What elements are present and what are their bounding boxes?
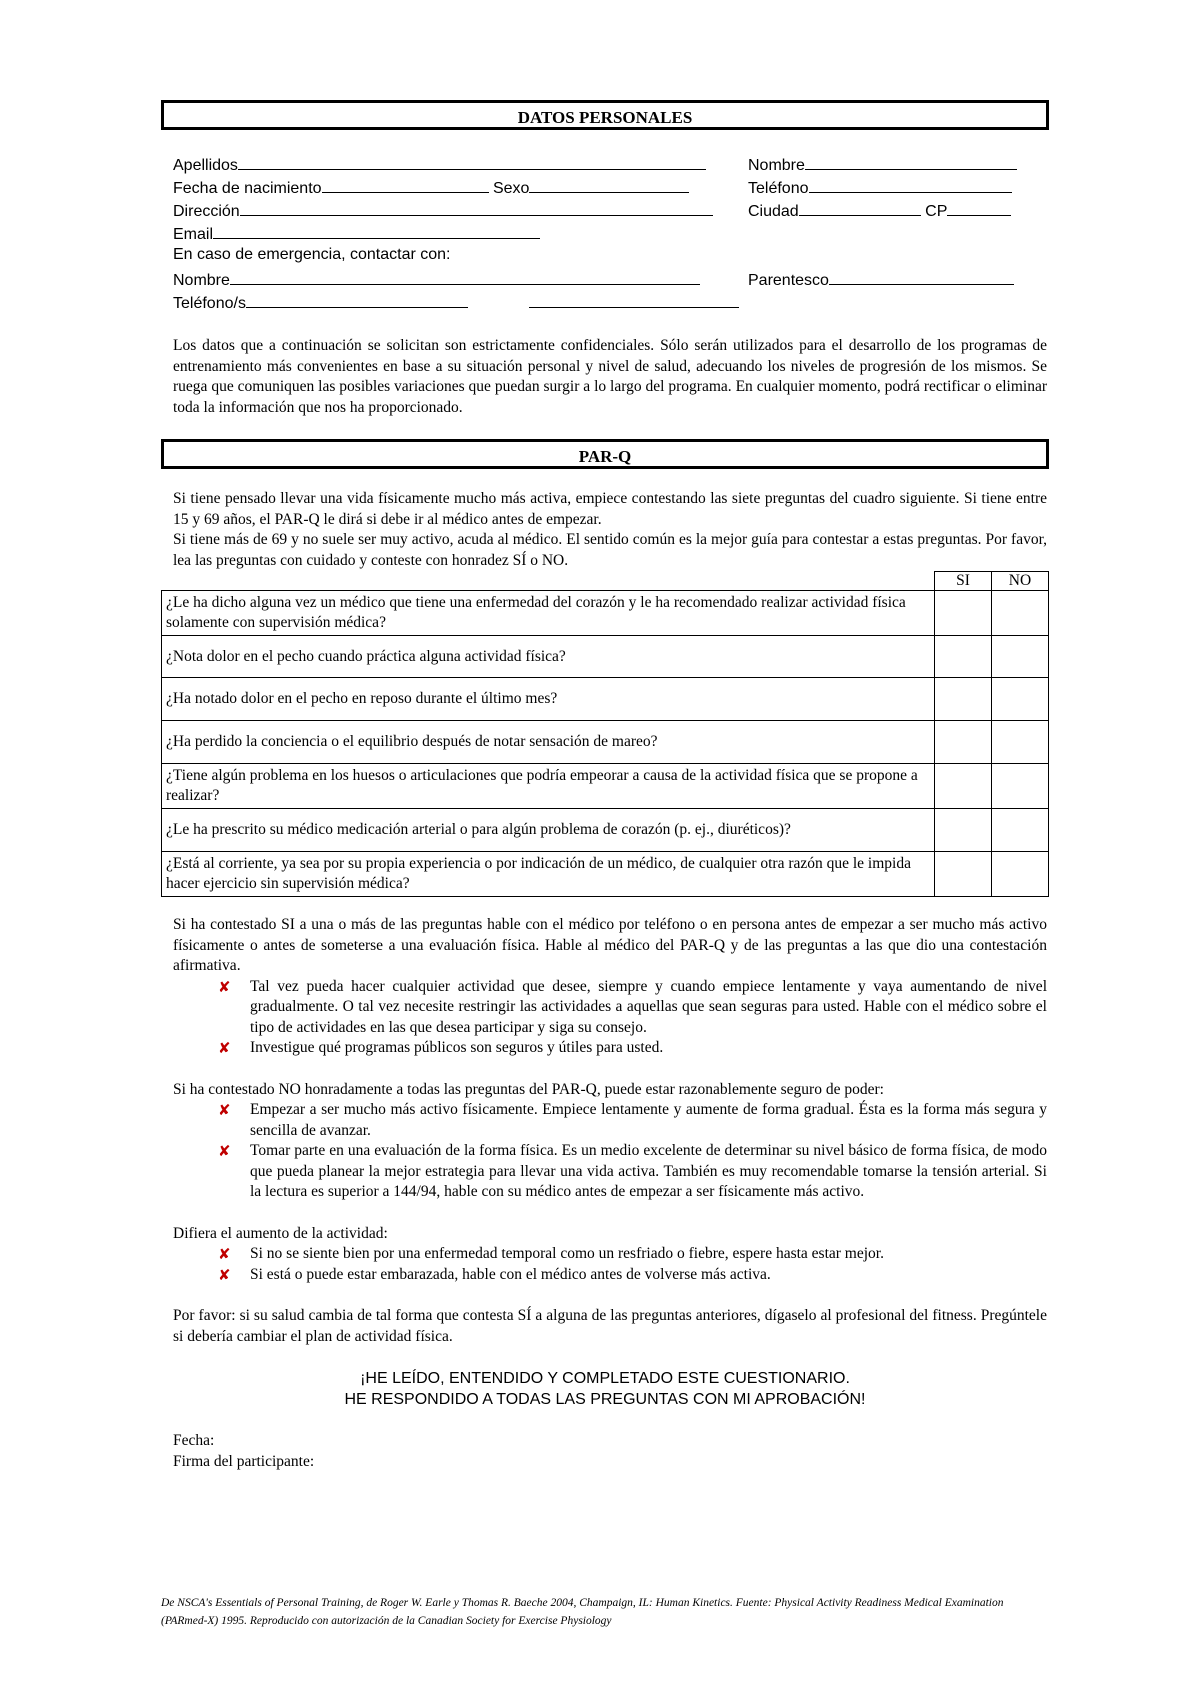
question-2-no-box[interactable]: [992, 636, 1049, 678]
question-5: ¿Tiene algún problema en los huesos o articulaciones que podría empeorar a causa de la actividad física que se propone a realizar?: [162, 764, 935, 809]
list-item: ✘ Si no se siente bien por una enfermedad temporal como un resfriado o fiebre, espere hasta estar mejor.: [218, 1245, 884, 1263]
col-no-header: NO: [992, 572, 1049, 591]
question-3: ¿Ha notado dolor en el pecho en reposo durante el último mes?: [162, 678, 935, 721]
nombre-field[interactable]: [805, 154, 1017, 170]
signature-block: [173, 1431, 1047, 1472]
question-1-no-box[interactable]: [992, 591, 1049, 636]
direccion-field[interactable]: [240, 200, 713, 216]
sexo-field[interactable]: [529, 177, 689, 193]
form-page: [161, 100, 1049, 1472]
question-6: ¿Le ha prescrito su médico medicación arterial o para algún problema de corazón (p. ej., diuréticos)?: [162, 809, 935, 852]
no-answer-text: Si ha contestado NO honradamente a todas las preguntas del PAR-Q, puede estar razonablemente seguro de poder:: [173, 1080, 884, 1098]
yes-answer-text: Si ha contestado SI a una o más de las preguntas hable con el médico por teléfono o en persona antes de empezar a ser mucho más activo físicamente o antes de someterse a una evaluación física. Hable al médico del PAR-Q y de las preguntas a las que dio una contestación afirmativa.: [173, 916, 1047, 974]
firma-label: Firma del participante:: [173, 1452, 315, 1470]
email-field[interactable]: [213, 223, 540, 239]
x-mark-icon: ✘: [218, 1265, 231, 1284]
x-mark-icon: ✘: [218, 1039, 231, 1057]
question-3-no-box[interactable]: [992, 678, 1049, 721]
x-mark-icon: ✘: [218, 977, 231, 996]
x-mark-icon: ✘: [218, 1101, 231, 1119]
parq-questions-table: [161, 571, 1049, 897]
question-4-si-box[interactable]: [935, 721, 992, 764]
apellidos-field[interactable]: [238, 154, 706, 170]
parq-results: [173, 915, 1047, 1347]
list-item: ✘ Si está o puede estar embarazada, hable con el médico antes de volverse más activa.: [218, 1265, 771, 1284]
question-2-si-box[interactable]: [935, 636, 992, 678]
question-1-si-box[interactable]: [935, 591, 992, 636]
list-item: ✘ Tal vez pueda hacer cualquier actividad que desee, siempre y cuando empiece lentamente y vaya aumentando de nivel gradualmente. O tal vez necesite restringir las actividades a aquellas que sean seguras para usted. Hable con el médico sobre el tipo de actividades en las que desea participar y siga su consejo.: [218, 977, 1047, 1036]
question-7-no-box[interactable]: [992, 852, 1049, 897]
cp-label: CP: [925, 203, 948, 220]
parq-intro-2: Si tiene más de 69 y no suele ser muy activo, acuda al médico. El sentido común es la mejor guía para contestar a estas preguntas. Por favor, lea las preguntas con cuidado y conteste con honradez SÍ o NO.: [173, 531, 1047, 569]
fecha-label: Fecha:: [173, 1432, 215, 1449]
nombre-contacto-field[interactable]: [230, 269, 700, 285]
nombre-label: Nombre: [748, 157, 805, 174]
fecha-nacimiento-field[interactable]: [322, 177, 489, 193]
statement-line-1: ¡HE LEÍDO, ENTENDIDO Y COMPLETADO ESTE CUESTIONARIO.: [360, 1370, 850, 1387]
question-7: ¿Está al corriente, ya sea por su propia experiencia o por indicación de un médico, de cualquier otra razón que le impida hacer ejercicio sin supervisión médica?: [162, 852, 935, 897]
parq-intro: [173, 489, 1047, 571]
yes-bullets: [173, 977, 1047, 1059]
parq-intro-1: Si tiene pensado llevar una vida físicamente mucho más activa, empiece contestando las siete preguntas del cuadro siguiente. Si tiene entre 15 y 69 años, el PAR-Q le dirá si debe ir al médico antes de empezar.: [173, 490, 1047, 528]
personal-data-form: [161, 152, 1049, 337]
list-item: ✘ Empezar a ser mucho más activo físicamente. Empiece lentamente y aumente de forma gradual. Ésta es la forma más segura y sencilla de avanzar.: [218, 1101, 1047, 1139]
telefono-field[interactable]: [809, 177, 1012, 193]
parentesco-label: Parentesco: [748, 272, 829, 289]
parentesco-field[interactable]: [829, 269, 1014, 285]
sexo-label: Sexo: [492, 180, 530, 197]
personal-data-header: DATOS PERSONALES: [161, 100, 1049, 130]
no-bullets: [173, 1100, 1047, 1203]
col-si-header: SI: [935, 572, 992, 591]
question-6-no-box[interactable]: [992, 809, 1049, 852]
cp-field[interactable]: [947, 200, 1011, 216]
telefono-contacto-field-1[interactable]: [246, 292, 468, 308]
ciudad-field[interactable]: [799, 200, 921, 216]
question-3-si-box[interactable]: [935, 678, 992, 721]
telefono-label: Teléfono: [748, 180, 809, 197]
question-5-si-box[interactable]: [935, 764, 992, 809]
ciudad-label: Ciudad: [748, 203, 799, 220]
telefonos-label: Teléfono/s: [173, 295, 246, 312]
email-label: Email: [173, 226, 214, 243]
confidential-paragraph: Los datos que a continuación se solicitan son estrictamente confidenciales. Sólo serán utilizados para el desarrollo de los programas de entrenamiento más convenientes en base a su situación personal y nivel de salud, adecuando los niveles de progresión de los mismos. Se ruega que comuniquen las posibles variaciones que puedan surgir a lo largo del programa. En cualquier momento, podrá rectificar o eliminar toda la información que nos ha proporcionado.: [173, 337, 1047, 416]
parq-header: PAR-Q: [161, 439, 1049, 469]
apellidos-label: Apellidos: [173, 157, 238, 174]
x-mark-icon: ✘: [218, 1245, 231, 1263]
question-7-si-box[interactable]: [935, 852, 992, 897]
please-text: Por favor: si su salud cambia de tal forma que contesta SÍ a alguna de las preguntas anteriores, dígaselo al profesional del fitness. Pregúntele si debería cambiar el plan de actividad física.: [173, 1307, 1047, 1345]
approval-statement: [161, 1368, 1049, 1410]
question-4: ¿Ha perdido la conciencia o el equilibrio después de notar sensación de mareo?: [162, 721, 935, 764]
question-6-si-box[interactable]: [935, 809, 992, 852]
defer-text: Difiera el aumento de la actividad:: [173, 1224, 388, 1242]
statement-line-2: HE RESPONDIDO A TODAS LAS PREGUNTAS CON MI APROBACIÓN!: [344, 1391, 866, 1408]
x-mark-icon: ✘: [218, 1142, 231, 1160]
nombre-contacto-label: Nombre: [173, 272, 230, 289]
defer-bullets: [173, 1244, 1047, 1285]
list-item: ✘ Investigue qué programas públicos son seguros y útiles para usted.: [218, 1039, 664, 1057]
direccion-label: Dirección: [173, 203, 240, 220]
fecha-nacimiento-label: Fecha de nacimiento: [173, 180, 322, 197]
question-2: ¿Nota dolor en el pecho cuando práctica alguna actividad física?: [162, 636, 935, 678]
question-4-no-box[interactable]: [992, 721, 1049, 764]
telefono-contacto-field-2[interactable]: [529, 292, 739, 308]
footer-citation: De NSCA's Essentials of Personal Training, de Roger W. Earle y Thomas R. Baeche 2004, Champaign, IL: Human Kinetics. Fuente: Physical Activity Readiness Medical Examination (PARmed-X) 1995. Reproducido con autorización de la Canadian Society for Exercise Physiology: [161, 1597, 1004, 1627]
question-1: ¿Le ha dicho alguna vez un médico que tiene una enfermedad del corazón y le ha recomendado realizar actividad física solamente con supervisión médica?: [162, 591, 935, 636]
emergencia-label: En caso de emergencia, contactar con:: [173, 246, 451, 263]
question-5-no-box[interactable]: [992, 764, 1049, 809]
list-item: ✘ Tomar parte en una evaluación de la forma física. Es un medio excelente de determinar su nivel básico de forma física, de modo que pueda planear la mejor estrategia para llevar una vida activa. También es muy recomendable tomarse la tensión arterial. Si la lectura es superior a 144/94, hable con su médico antes de empezar a ser físicamente más activo.: [218, 1142, 1047, 1200]
